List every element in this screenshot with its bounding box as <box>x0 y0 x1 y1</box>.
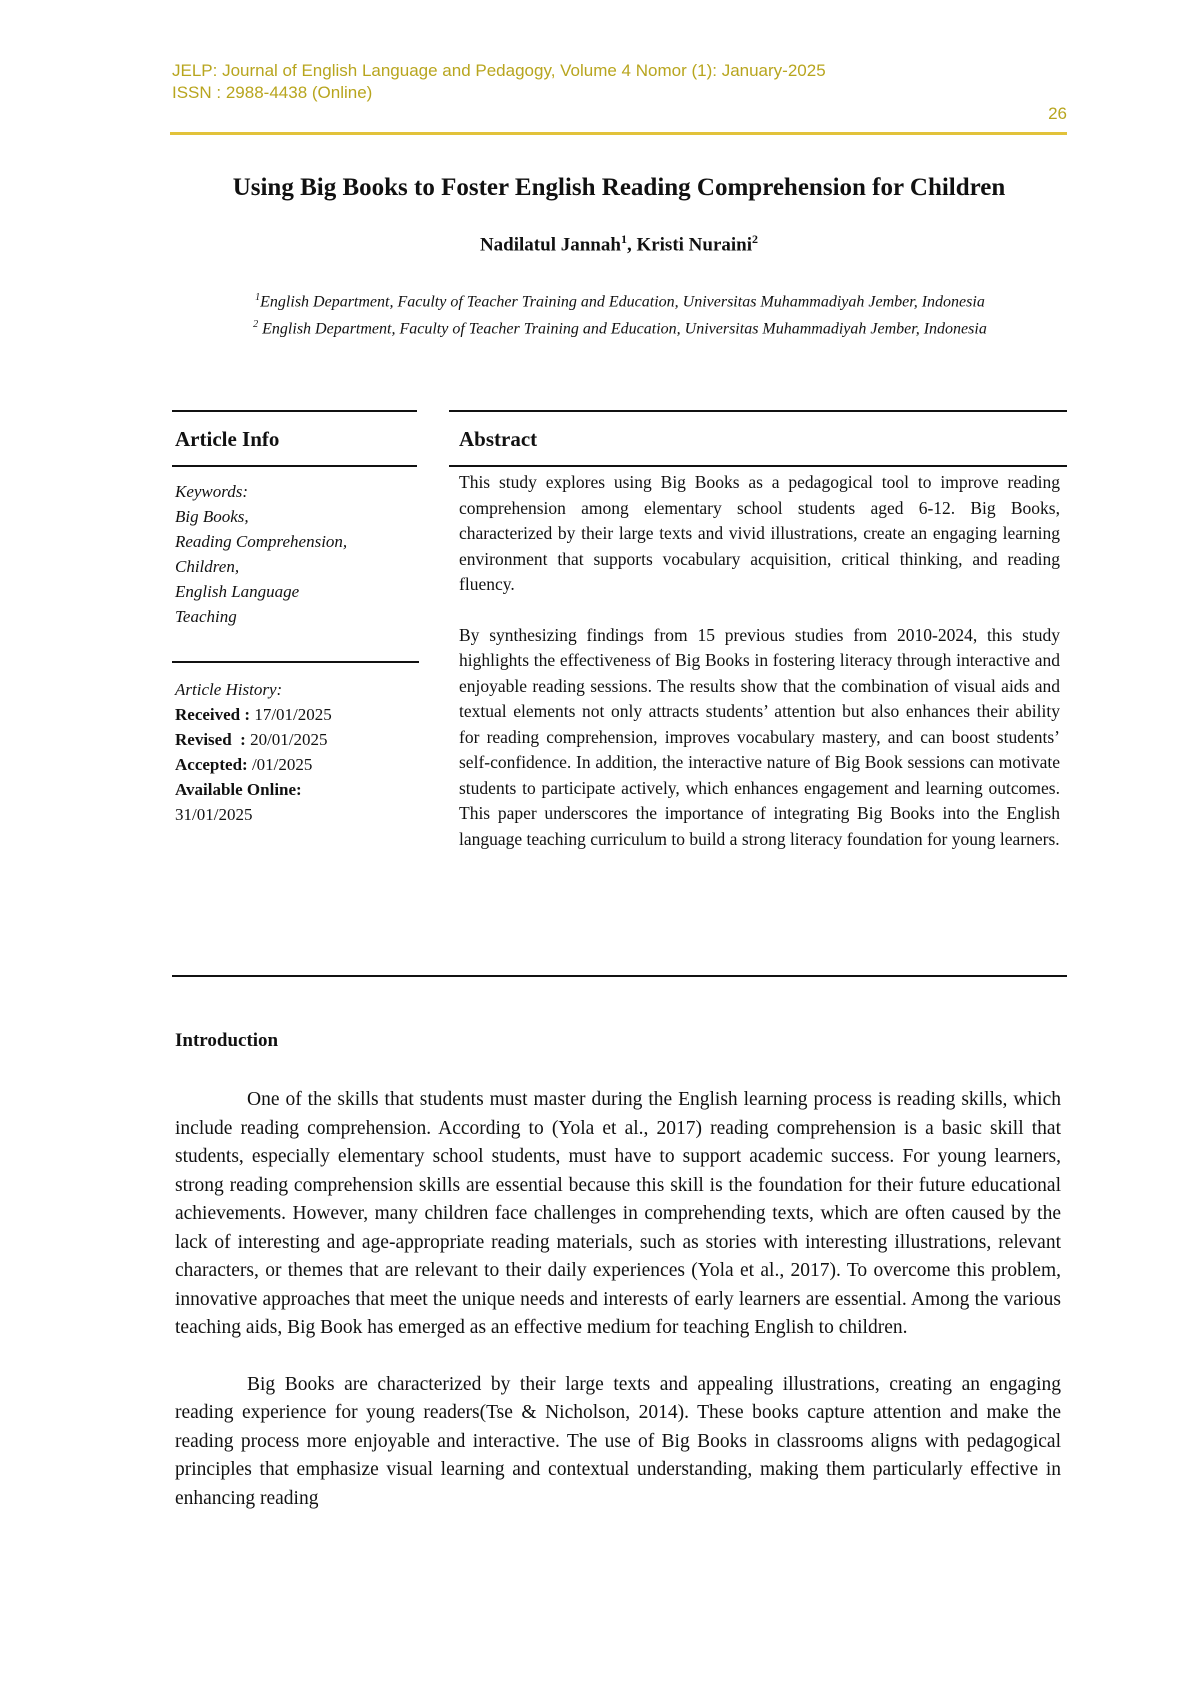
introduction-body <box>175 1086 1061 1541</box>
affiliation-text: English Department, Faculty of Teacher Training and Education, Universitas Muhammadiyah Jember, Indonesia <box>258 320 987 338</box>
keyword: Teaching <box>175 607 237 626</box>
keyword: Children, <box>175 557 240 576</box>
keywords-bottom-rule <box>172 661 419 663</box>
history-label: Article History: <box>175 680 283 699</box>
keyword: Big Books, <box>175 507 249 526</box>
abstract-heading: Abstract <box>459 427 538 451</box>
history-block <box>175 677 332 827</box>
affiliation-sup: 2 <box>253 319 259 331</box>
keywords-label: Keywords: <box>175 482 249 501</box>
history-item-label: Received : <box>175 705 251 724</box>
author-name: Nadilatul Jannah <box>479 234 621 256</box>
journal-header <box>172 60 826 104</box>
history-item-value: /01/2025 <box>247 755 313 774</box>
keyword: English Language <box>175 582 300 601</box>
history-item-value: 17/01/2025 <box>250 705 332 724</box>
abstract-paragraph: This study explores using Big Books as a pedagogical tool to improve reading comprehension among elementary school students aged 6-12. Big Books, characterized by their large texts and vivid illustrations, create an engaging learning environment that supports vocabulary acquisition, critical thinking, and reading fluency. <box>459 472 1060 594</box>
keywords-block <box>175 479 347 629</box>
abstract-top-rule <box>449 410 1067 412</box>
affiliation-sup: 1 <box>255 292 261 303</box>
history-item <box>175 777 332 802</box>
abstract-paragraph: By synthesizing findings from 15 previous studies from 2010-2024, this study highlights the effectiveness of Big Books in fostering literacy through interactive and enjoyable reading sessions. The results show that the combination of visual aids and textual elements not only attracts students’ attention but also enhances their ability for reading comprehension, improves vocabulary mastery, and can boost students’ self-confidence. In addition, the interactive nature of Big Book sessions can motivate students to participate actively, which enhances engagement and learning outcomes. This paper underscores the importance of integrating Big Books into the English language teaching curriculum to build a strong literacy foundation for young learners. <box>459 624 1060 849</box>
history-item <box>175 727 332 752</box>
issn-line: ISSN : 2988-4438 (Online) <box>172 83 373 102</box>
affiliation-text: English Department, Faculty of Teacher Training and Education, Universitas Muhammadiyah Jember, Indonesia <box>260 293 985 311</box>
journal-line: JELP: Journal of English Language and Pedagogy, Volume 4 Nomor (1): January-2025 <box>172 61 826 80</box>
body-paragraph: One of the skills that students must master during the English learning process is reading skills, which include reading comprehension. According to (Yola et al., 2017) reading comprehension is a basic skill that students, especially elementary school students, must have to support academic success. For young learners, strong reading comprehension skills are essential because this skill is the foundation for their future educational achievements. However, many children face challenges in comprehending texts, which are often caused by the lack of interesting and age-appropriate reading materials, such as stories with interesting illustrations, relevant characters, or themes that are relevant to their daily experiences (Yola et al., 2017). To overcome this problem, innovative approaches that meet the unique needs and interests of early learners are essential. Among the various teaching aids, Big Book has emerged as an effective medium for teaching English to children. <box>175 1089 1061 1338</box>
author-separator: , <box>626 234 637 256</box>
history-item <box>175 702 332 727</box>
body-paragraph: Big Books are characterized by their large texts and appealing illustrations, creating an engaging reading experience for young readers(Tse & Nicholson, 2014). These books capture attention and make the reading process more enjoyable and interactive. The use of Big Books in classrooms aligns with pedagogical principles that emphasize visual learning and contextual understanding, making them particularly effective in enhancing reading <box>175 1373 1061 1509</box>
abstract-mid-rule <box>449 465 1067 467</box>
author-name: Kristi Nuraini <box>636 234 753 256</box>
history-item-value: 20/01/2025 <box>245 730 328 749</box>
affiliation <box>180 313 1060 340</box>
paper-title: Using Big Books to Foster English Reading Comprehension for Children <box>232 174 1006 201</box>
affiliation <box>180 286 1060 313</box>
article-info-heading: Article Info <box>175 427 280 451</box>
affiliations <box>180 286 1060 341</box>
author-sup: 1 <box>620 232 627 246</box>
page-number: 26 <box>1048 104 1067 123</box>
history-item-label: Accepted: <box>175 755 248 774</box>
article-info-top-rule <box>172 410 417 412</box>
header-rule <box>170 132 1067 135</box>
introduction-heading: Introduction <box>175 1030 279 1051</box>
keyword: Reading Comprehension, <box>175 532 348 551</box>
authors <box>0 232 1200 256</box>
author-sup: 2 <box>752 232 759 246</box>
history-item-label: Available Online: <box>175 780 302 799</box>
history-item <box>175 752 332 777</box>
abstract-body <box>459 470 1060 877</box>
history-item <box>175 802 332 827</box>
abstract-bottom-rule <box>172 975 1067 977</box>
history-item-value: 31/01/2025 <box>175 805 253 824</box>
article-info-mid-rule <box>172 465 417 467</box>
history-item-label: Revised : <box>175 730 246 749</box>
